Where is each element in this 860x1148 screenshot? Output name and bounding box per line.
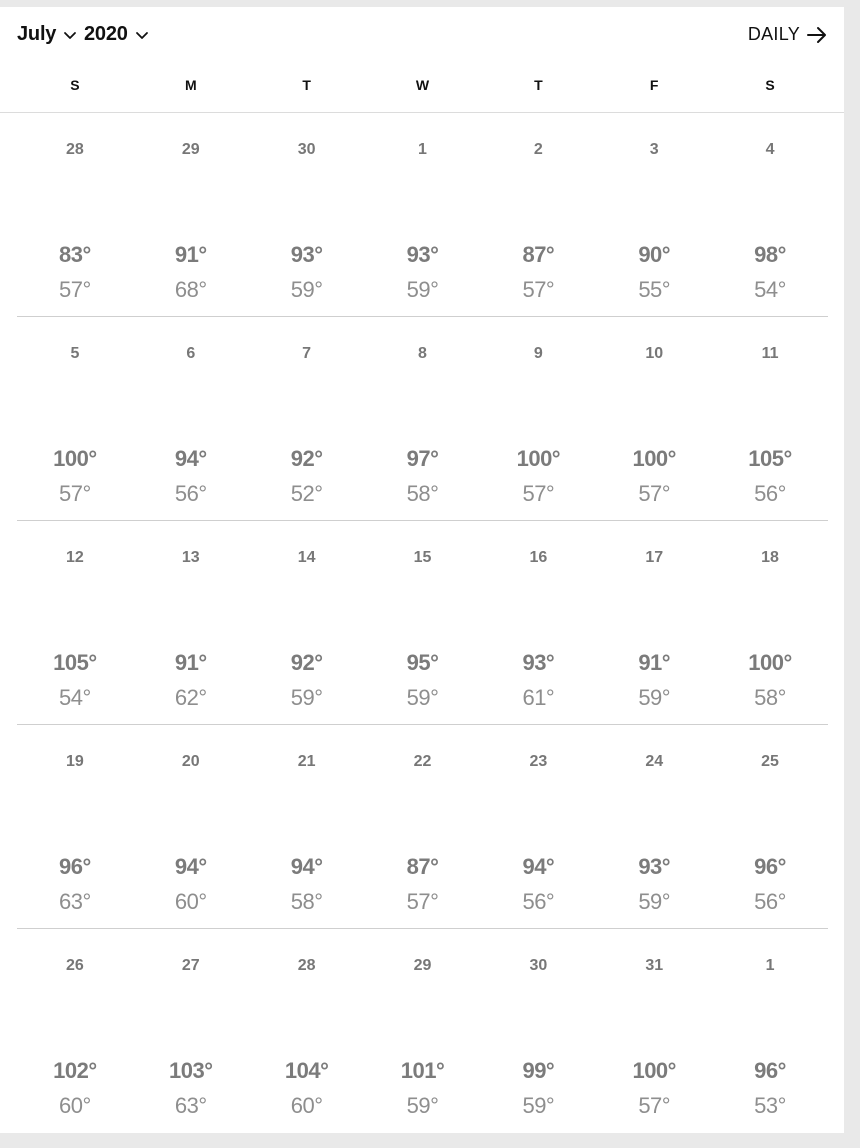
day-cell[interactable] xyxy=(249,317,365,520)
weekday-label: M xyxy=(184,77,197,93)
day-number: 15 xyxy=(413,549,432,566)
high-temperature: 100° xyxy=(53,446,97,471)
low-temperature: 58° xyxy=(754,685,786,710)
low-temperature: 53° xyxy=(754,1093,786,1118)
day-cell[interactable] xyxy=(480,317,596,520)
day-cell[interactable] xyxy=(712,113,828,316)
day-cell[interactable] xyxy=(365,317,481,520)
day-cell[interactable] xyxy=(596,929,712,1132)
calendar-card xyxy=(0,7,844,1133)
low-temperature: 56° xyxy=(754,481,786,506)
weekday-label: S xyxy=(765,77,775,93)
day-number: 5 xyxy=(70,345,80,362)
low-temperature: 59° xyxy=(406,277,439,302)
day-number: 20 xyxy=(181,753,200,770)
low-temperature: 63° xyxy=(59,889,91,914)
arrow-right-icon xyxy=(806,26,828,44)
high-temperature: 87° xyxy=(406,854,439,879)
week-row xyxy=(17,316,828,520)
day-cell[interactable] xyxy=(17,521,133,724)
high-temperature: 94° xyxy=(290,854,323,879)
high-temperature: 94° xyxy=(522,854,555,879)
high-temperature: 96° xyxy=(59,854,91,879)
day-cell[interactable] xyxy=(712,317,828,520)
low-temperature: 60° xyxy=(59,1093,91,1118)
day-cell[interactable] xyxy=(712,521,828,724)
high-temperature: 91° xyxy=(174,242,207,267)
day-number: 2 xyxy=(533,141,543,158)
day-cell[interactable] xyxy=(133,317,249,520)
high-temperature: 103° xyxy=(169,1058,213,1083)
low-temperature: 54° xyxy=(59,685,91,710)
low-temperature: 59° xyxy=(522,1093,555,1118)
year-label: 2020 xyxy=(84,23,128,45)
low-temperature: 59° xyxy=(406,685,439,710)
low-temperature: 57° xyxy=(522,277,555,302)
low-temperature: 61° xyxy=(522,685,555,710)
low-temperature: 57° xyxy=(406,889,439,914)
high-temperature: 92° xyxy=(290,650,323,675)
low-temperature: 59° xyxy=(638,889,671,914)
high-temperature: 104° xyxy=(284,1058,329,1083)
month-selector[interactable] xyxy=(17,23,78,46)
day-number: 1 xyxy=(765,957,775,974)
high-temperature: 97° xyxy=(406,446,439,471)
day-cell[interactable] xyxy=(596,725,712,928)
day-number: 19 xyxy=(66,753,84,770)
weekday-label: W xyxy=(415,77,430,93)
day-number: 18 xyxy=(761,549,779,566)
low-temperature: 60° xyxy=(174,889,207,914)
high-temperature: 93° xyxy=(406,242,439,267)
low-temperature: 63° xyxy=(174,1093,207,1118)
day-number: 27 xyxy=(181,957,200,974)
high-temperature: 91° xyxy=(174,650,207,675)
low-temperature: 54° xyxy=(754,277,786,302)
day-number: 11 xyxy=(761,345,779,362)
day-cell[interactable] xyxy=(596,113,712,316)
day-number: 30 xyxy=(297,141,316,158)
day-cell[interactable] xyxy=(480,113,596,316)
chevron-down-icon xyxy=(134,27,150,43)
week-row xyxy=(17,520,828,724)
day-number: 1 xyxy=(418,141,427,158)
day-number: 22 xyxy=(413,753,432,770)
day-cell[interactable] xyxy=(712,929,828,1132)
year-selector[interactable] xyxy=(84,23,150,46)
day-number: 14 xyxy=(297,549,316,566)
day-cell[interactable] xyxy=(365,521,481,724)
daily-view-link[interactable] xyxy=(748,24,828,45)
week-row xyxy=(17,724,828,928)
calendar-header xyxy=(0,7,844,65)
day-number: 28 xyxy=(66,141,84,158)
day-number: 9 xyxy=(533,345,543,362)
day-number: 10 xyxy=(645,345,664,362)
high-temperature: 91° xyxy=(638,650,671,675)
day-cell[interactable] xyxy=(596,521,712,724)
day-cell[interactable] xyxy=(133,521,249,724)
low-temperature: 57° xyxy=(638,1093,671,1118)
high-temperature: 99° xyxy=(522,1058,555,1083)
high-temperature: 105° xyxy=(53,650,97,675)
day-cell[interactable] xyxy=(365,113,481,316)
weekday-label: F xyxy=(649,77,659,93)
high-temperature: 105° xyxy=(748,446,792,471)
month-label: July xyxy=(17,23,57,45)
low-temperature: 59° xyxy=(290,277,323,302)
low-temperature: 56° xyxy=(522,889,555,914)
day-number: 25 xyxy=(761,753,779,770)
day-number: 6 xyxy=(186,345,196,362)
day-cell[interactable] xyxy=(133,113,249,316)
day-cell[interactable] xyxy=(249,929,365,1132)
low-temperature: 60° xyxy=(290,1093,323,1118)
day-number: 16 xyxy=(529,549,548,566)
low-temperature: 57° xyxy=(522,481,555,506)
day-number: 21 xyxy=(297,753,316,770)
day-cell[interactable] xyxy=(249,521,365,724)
high-temperature: 93° xyxy=(290,242,323,267)
day-number: 7 xyxy=(302,345,312,362)
day-cell[interactable] xyxy=(249,113,365,316)
day-cell[interactable] xyxy=(17,113,133,316)
high-temperature: 93° xyxy=(638,854,671,879)
low-temperature: 52° xyxy=(290,481,323,506)
low-temperature: 57° xyxy=(59,481,91,506)
high-temperature: 100° xyxy=(632,446,676,471)
high-temperature: 102° xyxy=(53,1058,97,1083)
low-temperature: 59° xyxy=(290,685,323,710)
weekday-label: T xyxy=(302,77,311,93)
day-number: 23 xyxy=(529,753,548,770)
low-temperature: 59° xyxy=(638,685,671,710)
low-temperature: 56° xyxy=(174,481,207,506)
day-cell[interactable] xyxy=(17,317,133,520)
low-temperature: 68° xyxy=(174,277,207,302)
day-cell[interactable] xyxy=(596,317,712,520)
day-number: 28 xyxy=(297,957,316,974)
day-cell[interactable] xyxy=(249,725,365,928)
high-temperature: 101° xyxy=(400,1058,445,1083)
day-cell[interactable] xyxy=(712,725,828,928)
high-temperature: 90° xyxy=(638,242,671,267)
low-temperature: 55° xyxy=(638,277,671,302)
day-number: 29 xyxy=(181,141,200,158)
day-cell[interactable] xyxy=(480,725,596,928)
low-temperature: 58° xyxy=(406,481,439,506)
high-temperature: 94° xyxy=(174,854,207,879)
low-temperature: 57° xyxy=(59,277,91,302)
day-number: 13 xyxy=(181,549,200,566)
high-temperature: 96° xyxy=(754,854,786,879)
day-number: 26 xyxy=(66,957,84,974)
high-temperature: 100° xyxy=(748,650,792,675)
high-temperature: 98° xyxy=(754,242,786,267)
low-temperature: 62° xyxy=(174,685,207,710)
day-number: 17 xyxy=(645,549,664,566)
week-row xyxy=(17,928,828,1132)
weekday-header-row xyxy=(17,77,828,101)
high-temperature: 96° xyxy=(754,1058,786,1083)
low-temperature: 58° xyxy=(290,889,323,914)
low-temperature: 57° xyxy=(638,481,671,506)
day-cell[interactable] xyxy=(480,521,596,724)
day-cell[interactable] xyxy=(17,725,133,928)
day-cell[interactable] xyxy=(365,929,481,1132)
high-temperature: 94° xyxy=(174,446,207,471)
high-temperature: 93° xyxy=(522,650,555,675)
calendar-grid xyxy=(17,113,828,1132)
day-number: 29 xyxy=(413,957,432,974)
weekday-label: S xyxy=(70,77,80,93)
day-number: 12 xyxy=(66,549,84,566)
low-temperature: 56° xyxy=(754,889,786,914)
low-temperature: 59° xyxy=(406,1093,439,1118)
day-cell[interactable] xyxy=(365,725,481,928)
high-temperature: 92° xyxy=(290,446,323,471)
day-number: 8 xyxy=(418,345,427,362)
high-temperature: 100° xyxy=(516,446,561,471)
day-number: 3 xyxy=(649,141,659,158)
chevron-down-icon xyxy=(62,27,78,43)
day-cell[interactable] xyxy=(480,929,596,1132)
high-temperature: 87° xyxy=(522,242,555,267)
high-temperature: 100° xyxy=(632,1058,676,1083)
day-number: 31 xyxy=(645,957,664,974)
daily-label: DAILY xyxy=(747,24,800,44)
day-number: 30 xyxy=(529,957,548,974)
weekday-label: T xyxy=(534,77,543,93)
day-number: 4 xyxy=(765,141,775,158)
high-temperature: 95° xyxy=(406,650,439,675)
day-cell[interactable] xyxy=(17,929,133,1132)
day-cell[interactable] xyxy=(133,725,249,928)
high-temperature: 83° xyxy=(59,242,91,267)
day-cell[interactable] xyxy=(133,929,249,1132)
day-number: 24 xyxy=(645,753,664,770)
week-row xyxy=(17,113,828,316)
